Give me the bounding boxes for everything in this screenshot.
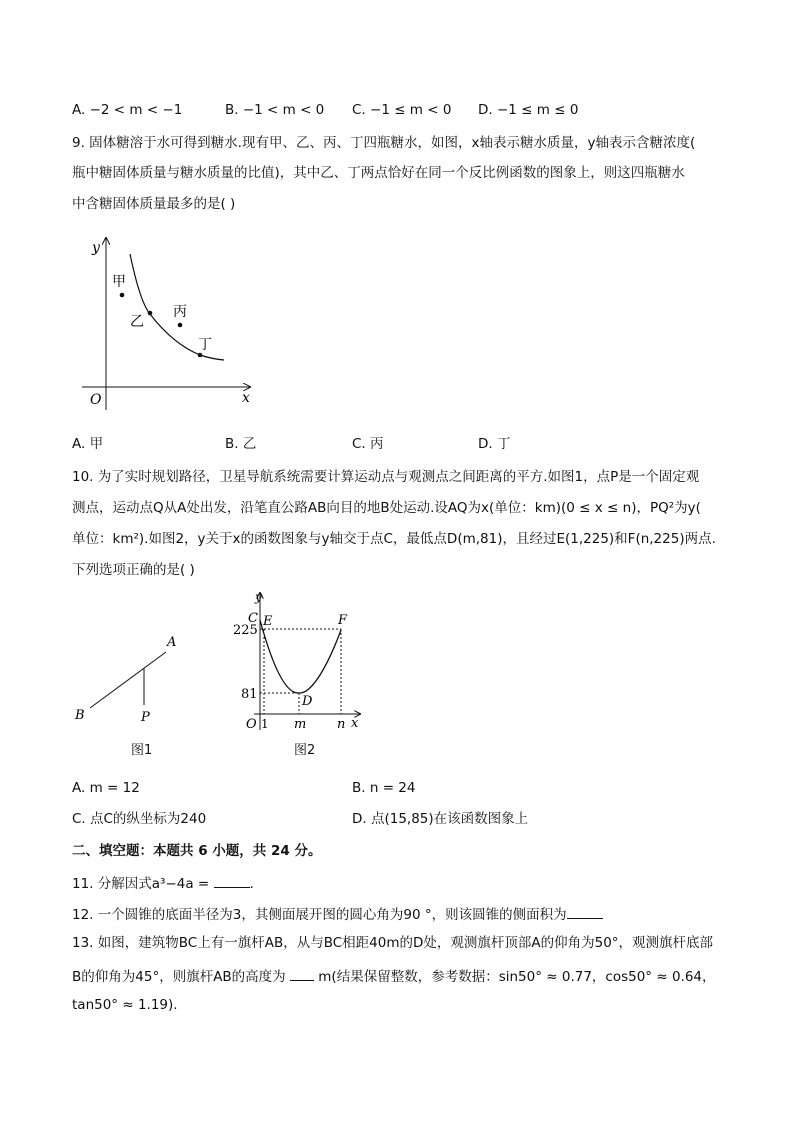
q9-label-jia: 甲 (112, 274, 126, 290)
q13-text-line3: tan50° ≈ 1.19). (72, 997, 178, 1013)
q10-fig2-caption: 图2 (294, 743, 316, 758)
q10-figure1 (70, 625, 190, 735)
q11-text: 11. 分解因式a³−4a = (72, 876, 214, 892)
q10-segment-ab (90, 652, 166, 708)
q9-text-line3: 中含糖固体质量最多的是( ) (72, 196, 236, 212)
q10-y-label: y (255, 590, 262, 604)
q9-figure (78, 232, 268, 412)
q8-option-d: D. −1 ≤ m ≤ 0 (478, 102, 579, 118)
q9-label-ding: 丁 (198, 337, 212, 353)
q13-line2 (72, 968, 716, 985)
q13-text-line2b: m(结果保留整数，参考数据：sin50° ≈ 0.77，cos50° ≈ 0.64， (313, 969, 716, 985)
q8-option-c: C. −1 ≤ m < 0 (352, 102, 452, 118)
q9-option-b: B. 乙 (225, 436, 257, 452)
q10-fig1-caption: 图1 (131, 743, 153, 758)
q10-x-tick-m: m (294, 717, 307, 732)
q12-text: 12. 一个圆锥的底面半径为3，其侧面展开图的圆心角为90 °，则该圆锥的侧面积为 (72, 907, 567, 923)
q10-label-c: C (248, 611, 258, 626)
q9-text-line1: 9. 固体糖溶于水可得到糖水.现有甲、乙、丙、丁四瓶糖水，如图，x轴表示糖水质量，y轴表示含糖浓度( (72, 135, 696, 151)
q10-option-c: C. 点C的纵坐标为240 (72, 811, 207, 827)
q10-label-a: A (167, 635, 177, 650)
q11-answer-blank[interactable] (214, 875, 250, 888)
q9-point-yi (148, 311, 153, 316)
q10-x-label: x (351, 716, 359, 731)
q9-option-c: C. 丙 (352, 436, 384, 452)
section-2-header: 二、填空题：本题共 6 小题，共 24 分。 (72, 843, 322, 859)
q9-point-jia (120, 293, 125, 298)
q10-option-d: D. 点(15,85)在该函数图象上 (352, 811, 529, 827)
q11-line (72, 875, 254, 892)
q10-text-line4: 下列选项正确的是( ) (72, 562, 195, 578)
q9-option-d: D. 丁 (478, 436, 511, 452)
q10-option-b: B. n = 24 (352, 780, 416, 796)
q13-answer-blank[interactable] (290, 968, 314, 981)
q10-label-e: E (263, 614, 273, 629)
q9-x-label: x (242, 390, 250, 406)
q9-text-line2: 瓶中糖固体质量与糖水质量的比值)，其中乙、丁两点恰好在同一个反比例函数的图象上，则这四瓶糖水 (72, 165, 685, 181)
q10-label-d: D (302, 694, 313, 709)
q12-line (72, 906, 603, 923)
q10-option-a: A. m = 12 (72, 780, 140, 796)
q13-text-line1: 13. 如图，建筑物BC上有一旗杆AB，从与BC相距40m的D处，观测旗杆顶部A的仰角为50°，观测旗杆底部 (72, 935, 714, 951)
q10-x-tick-1: 1 (261, 717, 269, 731)
q10-y-tick-81: 81 (241, 687, 258, 702)
q10-label-p: P (141, 710, 150, 725)
q8-option-b: B. −1 < m < 0 (225, 102, 325, 118)
q10-parabola (260, 620, 341, 693)
q10-y-tick-225: 225 (233, 623, 258, 638)
q10-text-line1: 10. 为了实时规划路径，卫星导航系统需要计算运动点与观测点之间距离的平方.如图1，点P是一个固定观 (72, 469, 700, 485)
q9-point-bing (178, 323, 183, 328)
q9-origin-label: O (90, 392, 102, 408)
q9-label-bing: 丙 (173, 304, 187, 320)
q10-label-b: B (75, 708, 85, 723)
q12-answer-blank[interactable] (567, 906, 603, 919)
q10-origin-label: O (246, 717, 257, 732)
q10-x-tick-n: n (337, 717, 346, 732)
q10-text-line2: 测点，运动点Q从A处出发，沿笔直公路AB向目的地B处运动.设AQ为x(单位：km)(0 ≤ x ≤ n)，PQ²为y( (72, 500, 701, 516)
q13-text-line2a: B的仰角为45°，则旗杆AB的高度为 (72, 969, 290, 985)
q10-figure2 (230, 590, 370, 740)
q10-label-f: F (338, 613, 348, 628)
q9-y-label: y (92, 240, 100, 256)
q9-label-yi: 乙 (130, 314, 144, 330)
q9-point-ding (198, 353, 203, 358)
q9-option-a: A. 甲 (72, 436, 104, 452)
q8-option-a: A. −2 < m < −1 (72, 102, 183, 118)
q10-text-line3: 单位：km²).如图2，y关于x的函数图象与y轴交于点C，最低点D(m,81)，且经过E(1,225)和F(n,225)两点. (72, 531, 716, 547)
q11-end: . (249, 876, 254, 892)
